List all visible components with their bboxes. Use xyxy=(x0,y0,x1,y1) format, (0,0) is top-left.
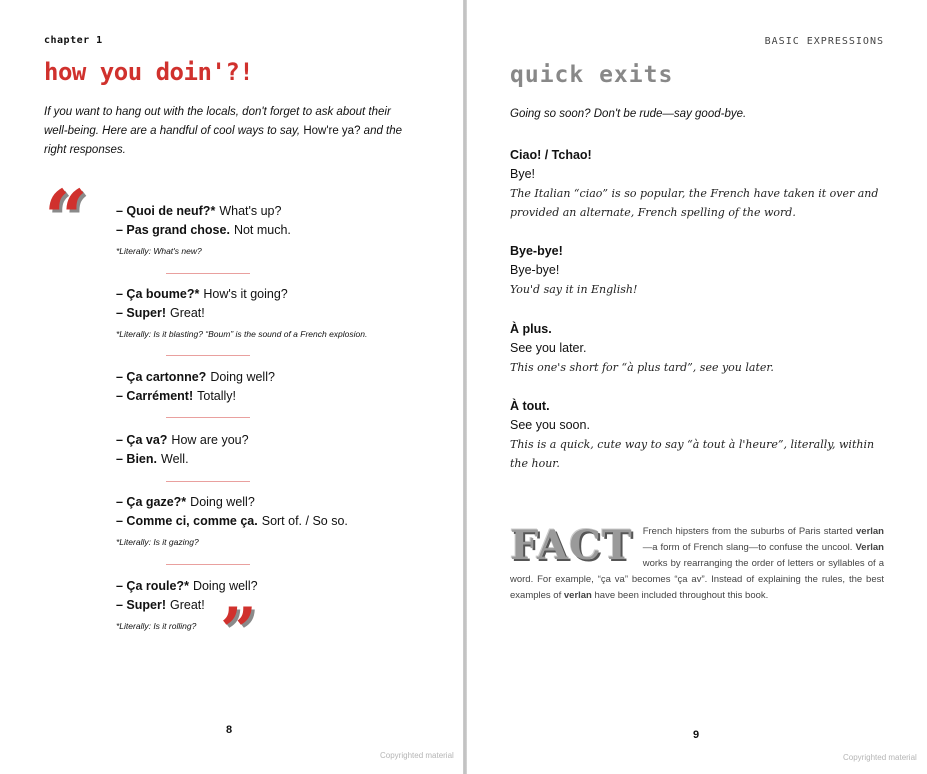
literal-note: *Literally: Is it blasting? “Boum” is the sound of a French explosion. xyxy=(116,329,368,339)
expression-explanation: This is a quick, cute way to say “à tout à l'heure”, literally, within the hour. xyxy=(510,438,875,470)
dialogue-line xyxy=(116,512,436,531)
page-title: quick exits xyxy=(510,62,674,88)
dialogue-group xyxy=(116,202,436,256)
english-translation: Doing well? xyxy=(192,579,258,593)
expression-term: Ciao! / Tchao! xyxy=(510,148,592,162)
french-phrase: – Ça gaze?* xyxy=(116,495,187,509)
dialogue-line xyxy=(116,450,436,469)
french-phrase: – Ça roule?* xyxy=(116,579,189,593)
divider xyxy=(166,417,250,418)
page-title: how you doin'?! xyxy=(44,58,254,86)
right-page xyxy=(467,0,927,774)
expression-explanation: The Italian “ciao” is so popular, the French have taken it over and provided an alternate, French spelling of the word. xyxy=(510,187,879,219)
english-translation: Totally! xyxy=(197,389,237,403)
dialogue-line xyxy=(116,285,436,304)
french-phrase: – Comme ci, comme ça. xyxy=(116,514,258,528)
dialogue-line xyxy=(116,596,436,615)
literal-note: *Literally: Is it gazing? xyxy=(116,537,199,547)
expression-entry xyxy=(510,242,890,299)
french-phrase: – Ça boume?* xyxy=(116,287,200,301)
french-phrase: – Carrément! xyxy=(116,389,194,403)
dialogue-line xyxy=(116,431,436,450)
intro-text-b: and the right responses. xyxy=(44,125,403,156)
dialogue-line xyxy=(116,304,436,323)
fact-text: French hipsters from the suburbs of Paris started verlan—a form of French slang—to confuse the uncool. Verlan works by rearranging the order of letters or syllables of a word. For example, “ça va” becomes “ça av”. Instead of explaining the rules, the best examples of verlan have been included throughout this book. xyxy=(510,526,884,601)
english-translation: How are you? xyxy=(171,433,249,447)
english-translation: Sort of. / So so. xyxy=(261,514,348,528)
expression-meaning: Bye-bye! xyxy=(510,263,560,277)
intro-text-a: If you want to hang out with the locals, don't forget to ask about their well-being. Here are a handful of cool ways to say, xyxy=(44,106,391,137)
intro-paragraph xyxy=(44,103,414,160)
english-translation: Doing well? xyxy=(210,370,275,384)
expression-explanation: This one's short for “à plus tard”, see you later. xyxy=(510,361,774,374)
expression-entry xyxy=(510,397,890,473)
divider xyxy=(166,273,250,274)
literal-note: *Literally: What's new? xyxy=(116,246,202,256)
fact-label: FACT xyxy=(510,522,633,569)
french-phrase: – Quoi de neuf?* xyxy=(116,204,216,218)
english-translation: Great! xyxy=(170,598,205,612)
running-head: BASIC EXPRESSIONS xyxy=(764,36,884,47)
french-phrase: – Bien. xyxy=(116,452,157,466)
page-number: 8 xyxy=(226,724,233,736)
french-phrase: – Ça cartonne? xyxy=(116,370,207,384)
english-translation: Great! xyxy=(170,306,205,320)
chapter-label: chapter 1 xyxy=(44,35,103,46)
copyright-notice: Copyrighted material xyxy=(380,751,454,760)
dialogue-group xyxy=(116,431,436,469)
french-phrase: – Ça va? xyxy=(116,433,168,447)
copyright-notice: Copyrighted material xyxy=(843,753,917,762)
expression-explanation: You'd say it in English! xyxy=(510,283,638,296)
fact-box xyxy=(510,524,884,604)
expression-meaning: Bye! xyxy=(510,167,536,181)
dialogue-group xyxy=(116,368,436,406)
expression-entry xyxy=(510,320,890,377)
close-quote-mark: ” xyxy=(220,594,257,669)
literal-note: *Literally: Is it rolling? xyxy=(116,621,197,631)
expression-entry xyxy=(510,146,890,222)
open-quote-mark: “ xyxy=(44,173,88,262)
dialogue-group xyxy=(116,493,436,547)
english-translation: What's up? xyxy=(219,204,282,218)
divider xyxy=(166,481,250,482)
divider xyxy=(166,564,250,565)
dialogue-line xyxy=(116,202,436,221)
dialogue-group xyxy=(116,285,436,339)
page-number: 9 xyxy=(693,729,700,741)
dialogue-line xyxy=(116,368,436,387)
french-phrase: – Super! xyxy=(116,306,167,320)
expression-meaning: See you soon. xyxy=(510,418,590,432)
english-translation: Doing well? xyxy=(190,495,255,509)
english-translation: Well. xyxy=(161,452,189,466)
left-page xyxy=(0,0,463,774)
divider xyxy=(166,355,250,356)
english-translation: Not much. xyxy=(233,223,291,237)
dialogue-line xyxy=(116,387,436,406)
english-translation: How's it going? xyxy=(203,287,288,301)
french-phrase: – Pas grand chose. xyxy=(116,223,230,237)
expression-term: À tout. xyxy=(510,399,550,413)
expression-meaning: See you later. xyxy=(510,341,587,355)
intro-text-plain: How're ya? xyxy=(303,125,361,137)
expression-term: À plus. xyxy=(510,322,552,336)
dialogue-line xyxy=(116,493,436,512)
french-phrase: – Super! xyxy=(116,598,167,612)
expression-term: Bye-bye! xyxy=(510,244,563,258)
intro-paragraph: Going so soon? Don't be rude—say good-bye. xyxy=(510,108,747,120)
dialogue-line xyxy=(116,577,436,596)
dialogue-line xyxy=(116,221,436,240)
dialogue-group xyxy=(116,577,436,631)
